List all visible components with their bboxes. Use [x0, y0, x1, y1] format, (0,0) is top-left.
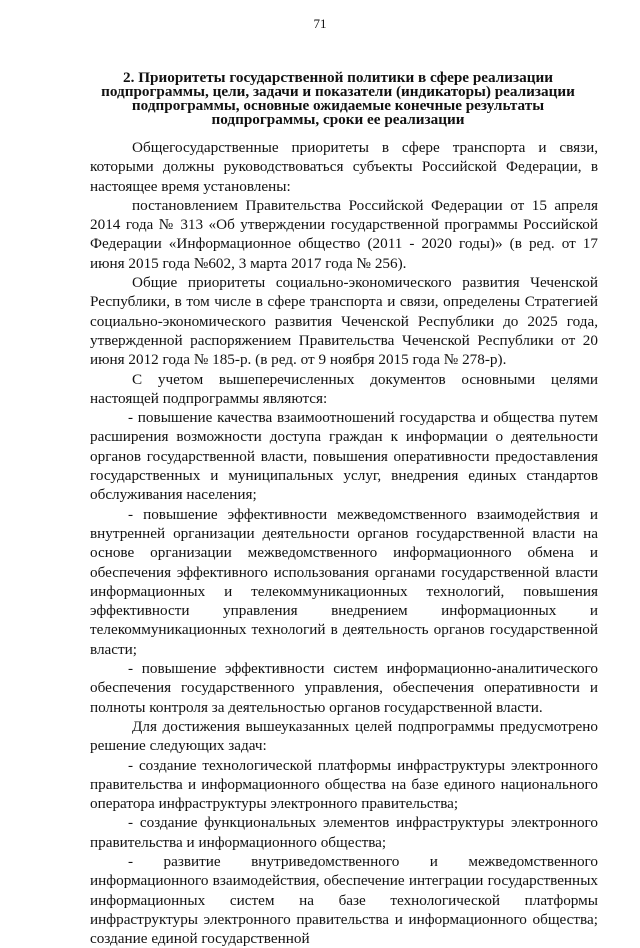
heading-line: 2. Приоритеты государственной политики в сфере реализации [123, 69, 553, 86]
paragraph-government-resolution: постановлением Правительства Российской Федерации от 15 апреля 2014 года № 313 «Об утверждении государственной программы Российской Федерации «Информационное общество (2011 - 2020 годы)» (в ред. от 17 июня 2015 года №602, 3 марта 2017 года № 256). [90, 196, 598, 272]
paragraph-priorities-intro: Общегосударственные приоритеты в сфере транспорта и связи, которыми должны руководствоваться субъекты Российской Федерации, в настоящее время установлены: [90, 139, 598, 195]
document-body [90, 138, 598, 948]
heading-line: подпрограммы, основные ожидаемые конечные результаты [131, 97, 545, 114]
heading-line: подпрограммы, цели, задачи и показатели (индикаторы) реализации [101, 83, 575, 100]
paragraph-regional-strategy: Общие приоритеты социально-экономического развития Чеченской Республики, в том числе в сфере транспорта и связи, определены Стратегией социально-экономического развития Чеченской Республики до 2025 года, утвержденной распоряжением Правительства Чеченской Республики от 20 июня 2012 года № 185-р. (в ред. от 9 ноября 2015 года № 278-р). [90, 274, 598, 369]
section-heading [90, 71, 586, 127]
paragraph-tasks-intro: Для достижения вышеуказанных целей подпрограммы предусмотрено решение следующих задач: [90, 717, 598, 755]
heading-line: подпрограммы, сроки ее реализации [211, 111, 465, 128]
list-item-task: - создание технологической платформы инфраструктуры электронного правительства и информационного общества на базе единого национального оператора инфраструктуры электронного правительства; [90, 756, 598, 813]
list-item-task: - создание функциональных элементов инфраструктуры электронного правительства и информационного общества; [90, 814, 598, 851]
list-item-goal: - повышение эффективности систем информационно-аналитического обеспечения государственного управления, обеспечения оперативности и полноты контроля за деятельностью органов государственной власти. [90, 660, 598, 716]
list-item-task: - развитие внутриведомственного и межведомственного информационного взаимодействия, обеспечение интеграции государственных информационных систем на базе технологической платформы инфраструктуры электронного правительства и информационного общества; создание единой государственной [90, 852, 598, 948]
page-number: 71 [313, 16, 327, 31]
list-item-goal: - повышение качества взаимоотношений государства и общества путем расширения возможности доступа граждан к информации о деятельности органов государственной власти, повышения оперативности предоставления государственных и муниципальных услуг, внедрения единых стандартов обслуживания населения; [90, 409, 598, 504]
paragraph-goals-intro: С учетом вышеперечисленных документов основными целями настоящей подпрограммы являются: [90, 370, 598, 407]
list-item-goal: - повышение эффективности межведомственного взаимодействия и внутренней организации деятельности органов государственной власти на основе организации межведомственного информационного обмена и обеспечения эффективного использования органами государственной власти информационных и телекоммуникационных технологий, повышения эффективности управления внедрением информационных и телекоммуникационных технологий в деятельность органов государственной власти; [90, 505, 598, 658]
